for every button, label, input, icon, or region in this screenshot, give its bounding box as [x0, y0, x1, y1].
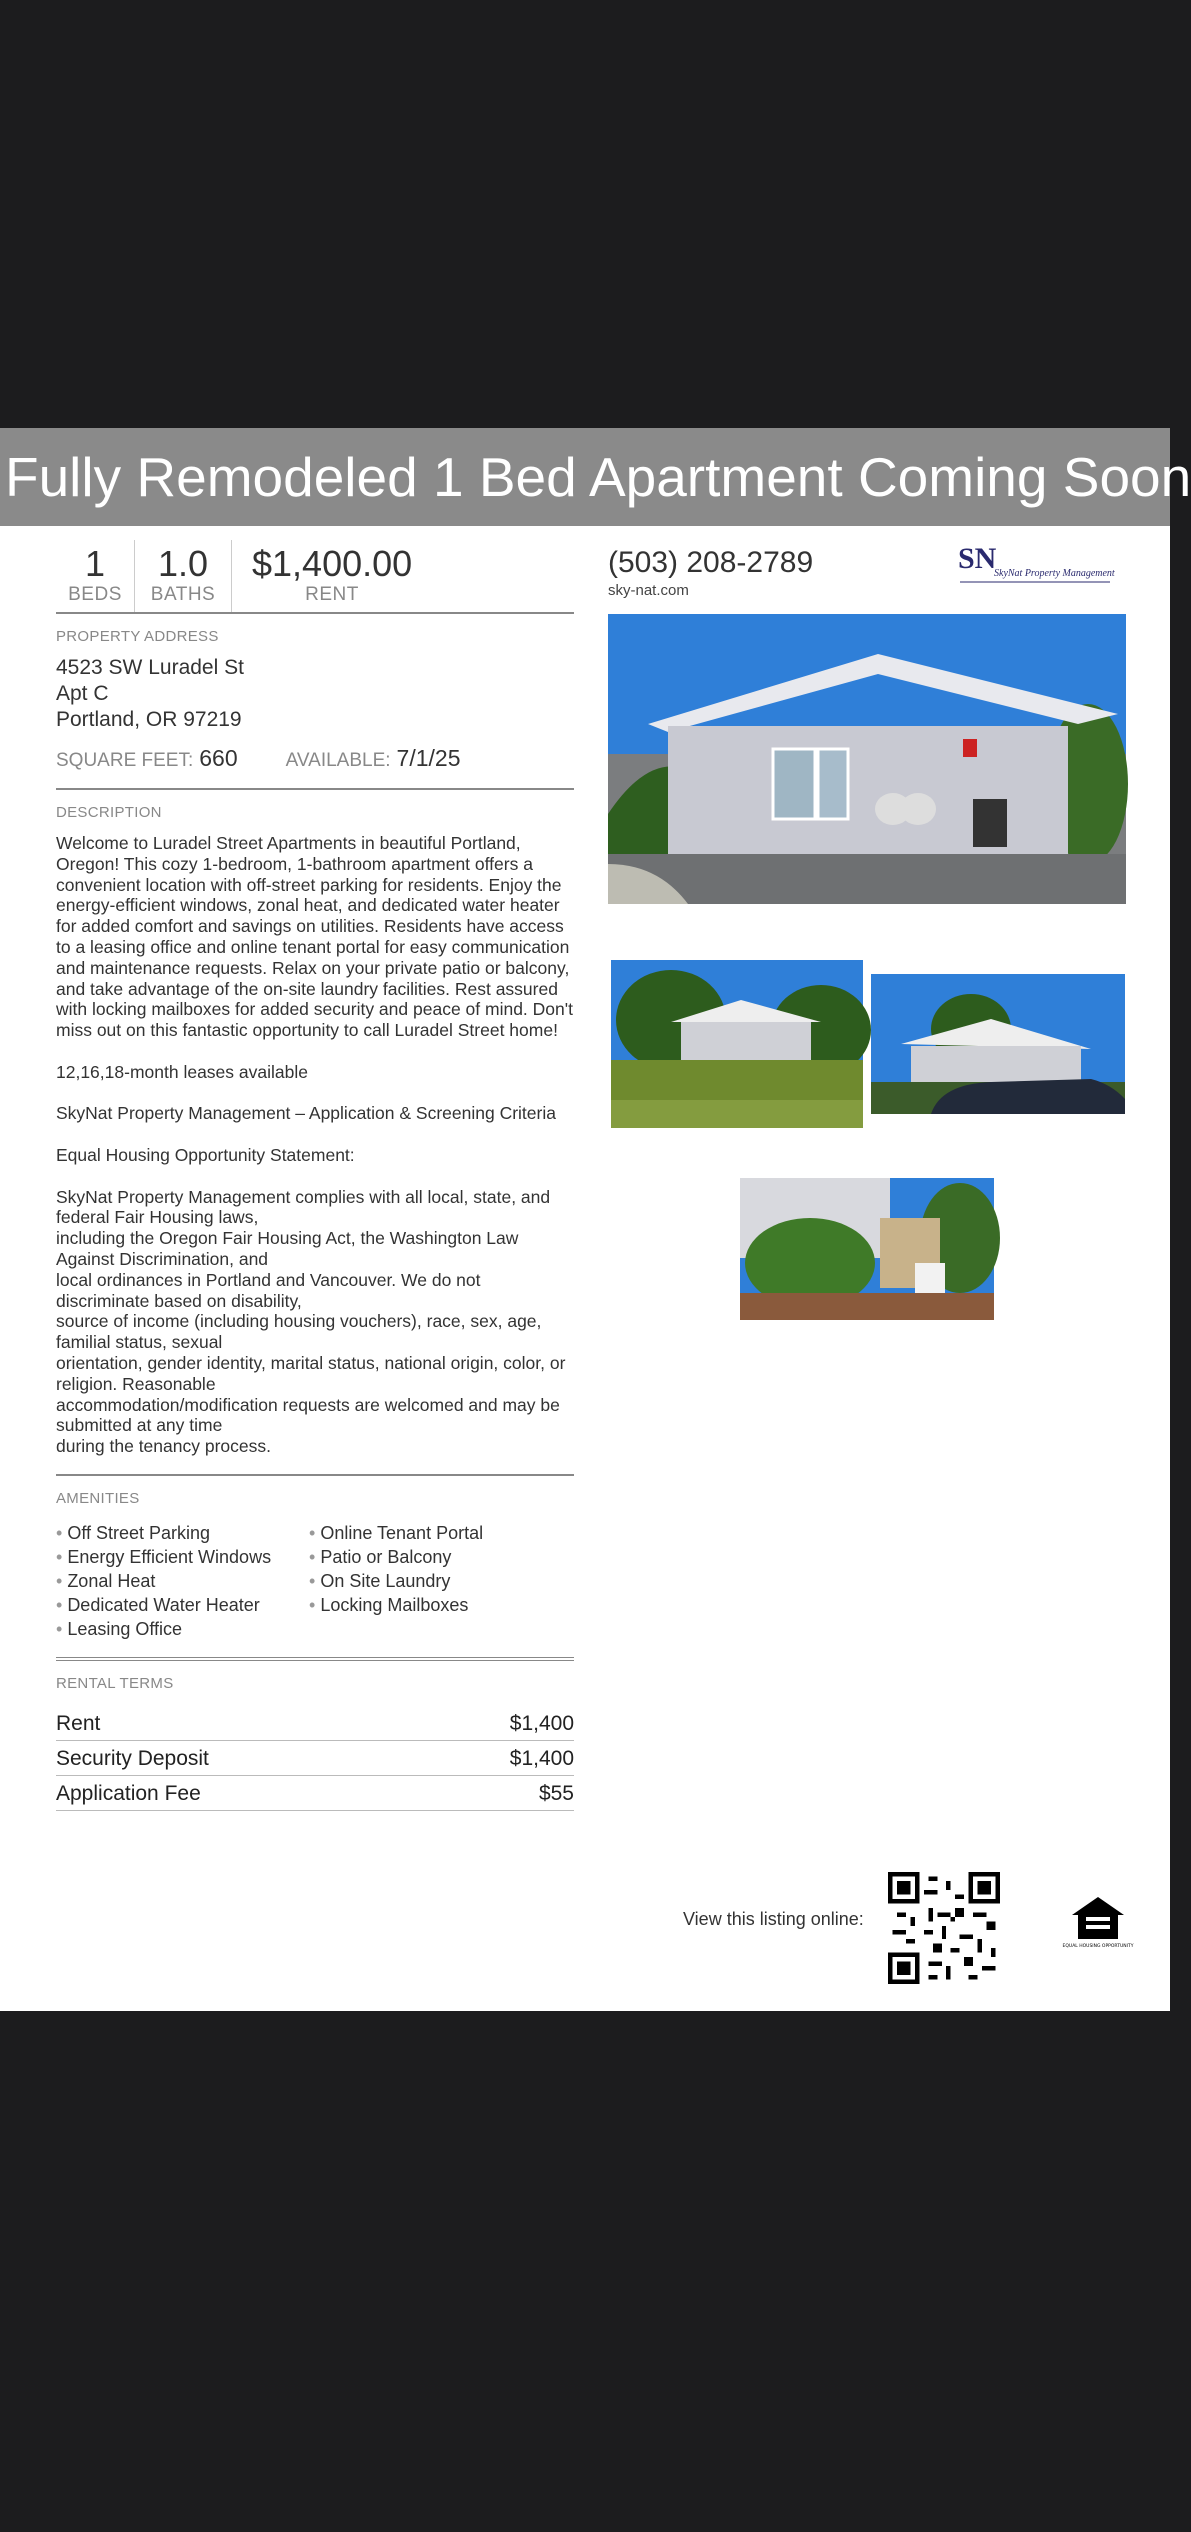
description-paragraph: Equal Housing Opportunity Statement: [56, 1144, 355, 1165]
description-paragraph: Welcome to Luradel Street Apartments in beautiful Portland, Oregon! This cozy 1-bedroom, 1-bathroom apartment offers a convenient location with off-street parking for residents. Enjoy the energy-efficient windows, zonal heat, and dedicated water heater for added comfort and savings on utilities. Residents have access to a leasing office and online tenant portal for easy communication and maintenance requests. Relax on your private patio or balcony, and take advantage of the on-site laundry facilities. Rest assured with locking mailboxes for added security and peace of mind. Don't miss out on this fantastic opportunity to call Luradel Street home! [56, 833, 573, 1041]
view-online-label: View this listing online: [683, 1909, 864, 1929]
address-line-1: 4523 SW Luradel St [56, 656, 244, 679]
contact-website[interactable]: sky-nat.com [608, 582, 689, 599]
key-stats [56, 540, 574, 612]
left-column [56, 526, 574, 1811]
available-label: AVAILABLE: [285, 750, 391, 771]
rent-label: RENT [305, 584, 359, 605]
baths-stat [135, 540, 232, 612]
divider [56, 612, 574, 614]
term-name: Rent [56, 1712, 101, 1735]
amenities-column [309, 1521, 562, 1641]
main-photo[interactable] [608, 614, 1126, 904]
divider [56, 1474, 574, 1476]
address-line-2: Apt C [56, 682, 109, 705]
address-line-3: Portland, OR 97219 [56, 708, 242, 731]
property-facts [56, 745, 574, 772]
listing-title: Fully Remodeled 1 Bed Apartment Coming Soon [0, 428, 1170, 526]
rental-terms-label: RENTAL TERMS [56, 1675, 174, 1692]
beds-value: 1 [84, 543, 106, 584]
amenity-item: • Patio or Balcony [309, 1545, 562, 1569]
amenity-item: • Dedicated Water Heater [56, 1593, 309, 1617]
description-line: orientation, gender identity, marital status, national origin, color, or religion. Reasonable [56, 1352, 566, 1394]
divider [56, 788, 574, 790]
term-row [56, 1741, 574, 1776]
description-line: SkyNat Property Management complies with all local, state, and federal Fair Housing laws, [56, 1186, 551, 1228]
term-value: $1,400 [509, 1712, 574, 1735]
baths-label: BATHS [150, 584, 216, 605]
description-line: local ordinances in Portland and Vancouver. We do not discriminate based on disability, [56, 1269, 481, 1311]
term-name: Application Fee [56, 1782, 201, 1805]
address-label: PROPERTY ADDRESS [56, 628, 219, 645]
term-row [56, 1706, 574, 1741]
available-value: 7/1/25 [396, 745, 461, 771]
gallery-photo[interactable] [611, 960, 863, 1128]
logo-initials: SN [958, 542, 997, 575]
description-line: during the tenancy process. [56, 1436, 271, 1457]
term-row [56, 1776, 574, 1811]
term-value: $1,400 [509, 1747, 574, 1770]
term-name: Security Deposit [56, 1747, 209, 1770]
description-text [56, 833, 574, 1462]
contact-phone[interactable]: (503) 208-2789 [608, 546, 814, 579]
property-address [56, 655, 574, 733]
amenity-item: • Locking Mailboxes [309, 1593, 562, 1617]
baths-value: 1.0 [157, 543, 209, 584]
description-paragraph: 12,16,18-month leases available [56, 1061, 308, 1082]
gallery-photo[interactable] [871, 974, 1125, 1114]
rental-terms-table [56, 1706, 574, 1811]
equal-housing-logo [1062, 1893, 1134, 1955]
amenity-item: • Energy Efficient Windows [56, 1545, 309, 1569]
logo-text: SkyNat Property Management [994, 568, 1115, 579]
description-line: including the Oregon Fair Housing Act, the Washington Law Against Discrimination, and [56, 1228, 519, 1269]
term-value: $55 [538, 1782, 574, 1805]
description-line: accommodation/modification requests are welcomed and may be submitted at any time [56, 1394, 560, 1436]
rent-value: $1,400.00 [252, 543, 413, 584]
company-logo [958, 542, 1118, 586]
amenity-item: • Leasing Office [56, 1617, 309, 1641]
description-label: DESCRIPTION [56, 804, 162, 821]
amenity-item: • Online Tenant Portal [309, 1521, 562, 1545]
sqft-label: SQUARE FEET: [56, 750, 194, 771]
rent-stat [232, 540, 432, 612]
eho-text: EQUAL HOUSING OPPORTUNITY [1062, 1944, 1134, 1949]
description-paragraph: SkyNat Property Management – Application & Screening Criteria [56, 1103, 556, 1124]
beds-stat [56, 540, 135, 612]
amenity-item: • Zonal Heat [56, 1569, 309, 1593]
qr-code[interactable] [888, 1872, 1000, 1984]
amenity-item: • Off Street Parking [56, 1521, 309, 1545]
amenities-column [56, 1521, 309, 1641]
listing-flyer [0, 428, 1191, 2011]
beds-label: BEDS [68, 584, 122, 605]
amenities-label: AMENITIES [56, 1490, 140, 1507]
amenity-item: • On Site Laundry [309, 1569, 562, 1593]
sqft-value: 660 [199, 745, 238, 771]
gallery-photo[interactable] [740, 1178, 994, 1320]
divider [56, 1657, 574, 1661]
amenities-list [56, 1521, 574, 1641]
description-line: source of income (including housing vouchers), race, sex, age, familial status, sexual [56, 1311, 542, 1353]
